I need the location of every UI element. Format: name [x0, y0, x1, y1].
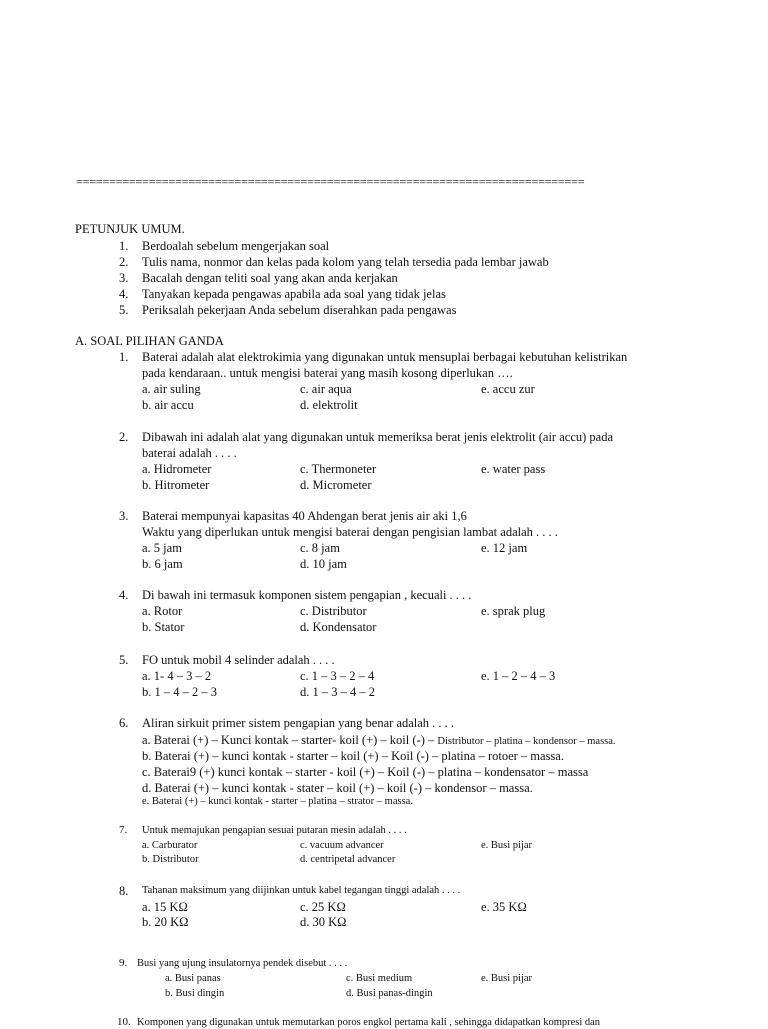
answer-option: d. 10 jam [300, 557, 347, 571]
answer-option: b. 6 jam [142, 557, 183, 571]
question-text: Komponen yang digunakan untuk memutarkan poros engkol pertama kali , sehingga didapatkan kompresi dan [137, 1017, 601, 1028]
instruction-number: 5. [119, 303, 129, 317]
answer-option: e. 12 jam [481, 541, 528, 555]
question-number: 3. [119, 509, 129, 523]
answer-option: c. Busi medium [346, 973, 413, 984]
instruction-number: 2. [119, 255, 129, 269]
separator-line: ============================================================================= [76, 175, 585, 189]
question-number: 5. [119, 653, 129, 667]
answer-option: e. 1 – 2 – 4 – 3 [481, 669, 556, 683]
answer-option: c. Baterai9 (+) kunci kontak – starter - koil (+) – Koil (-) – platina – kondensator – massa [142, 765, 589, 779]
answer-option: e. 35 KΩ [481, 900, 527, 914]
answer-option-small: Distributor – platina – kondensor – massa. [437, 736, 616, 747]
answer-option: e. Baterai (+) – kunci kontak - starter – platina – strator – massa. [142, 796, 413, 807]
instruction-item: Bacalah dengan teliti soal yang akan anda kerjakan [142, 271, 398, 285]
answer-option: a. Busi panas [165, 973, 221, 984]
answer-option: d. elektrolit [300, 398, 358, 412]
answer-option: b. Busi dingin [165, 988, 225, 999]
answer-option: c. Distributor [300, 604, 367, 618]
answer-option: d. centripetal advancer [300, 854, 396, 865]
answer-option: b. 1 – 4 – 2 – 3 [142, 685, 217, 699]
instructions-heading: PETUNJUK UMUM. [75, 222, 185, 236]
answer-option: d. Kondensator [300, 620, 377, 634]
answer-option: e. Busi pijar [481, 973, 533, 984]
question-number: 6. [119, 716, 129, 730]
question-number: 1. [119, 350, 129, 364]
question-text: Baterai mempunyai kapasitas 40 Ahdengan berat jenis air aki 1,6 [142, 509, 467, 523]
question-number: 4. [119, 588, 129, 602]
answer-option [142, 734, 616, 748]
answer-option-main: a. Baterai (+) – Kunci kontak – starter- koil (+) – koil (-) – [142, 733, 435, 747]
instruction-item: Berdoalah sebelum mengerjakan soal [142, 239, 330, 253]
answer-option: c. air aqua [300, 382, 352, 396]
question-text: FO untuk mobil 4 selinder adalah . . . . [142, 653, 335, 667]
answer-option: b. air accu [142, 398, 194, 412]
answer-option: c. 25 KΩ [300, 900, 346, 914]
answer-option: e. water pass [481, 462, 546, 476]
answer-option: b. Distributor [142, 854, 199, 865]
answer-option: b. 20 KΩ [142, 915, 189, 929]
question-number: 7. [119, 824, 128, 836]
answer-option: a. Rotor [142, 604, 183, 618]
instruction-item: Tanyakan kepada pengawas apabila ada soal yang tidak jelas [142, 287, 446, 301]
answer-option: a. 5 jam [142, 541, 182, 555]
answer-option: d. Busi panas-dingin [346, 988, 433, 999]
answer-option: d. Baterai (+) – kunci kontak - stater – koil (+) – koil (-) – kondensor – massa. [142, 781, 533, 795]
answer-option: a. Hidrometer [142, 462, 212, 476]
question-text: Untuk memajukan pengapian sesuai putaran mesin adalah . . . . [142, 825, 407, 836]
answer-option: d. Micrometer [300, 478, 372, 492]
question-text: Tahanan maksimum yang diijinkan untuk kabel tegangan tinggi adalah . . . . [142, 885, 461, 896]
question-text: Aliran sirkuit primer sistem pengapian yang benar adalah . . . . [142, 716, 455, 730]
answer-option: a. 1- 4 – 3 – 2 [142, 669, 212, 683]
answer-option: b. Hitrometer [142, 478, 210, 492]
answer-option: b. Baterai (+) – kunci kontak - starter – koil (+) – Koil (-) – platina – rotoer – massa. [142, 749, 564, 763]
answer-option: a. air suling [142, 382, 201, 396]
question-text: baterai adalah . . . . [142, 446, 237, 460]
instruction-number: 4. [119, 287, 129, 301]
answer-option: d. 1 – 3 – 4 – 2 [300, 685, 375, 699]
question-number: 10. [117, 1016, 131, 1028]
question-text: Di bawah ini termasuk komponen sistem pengapian , kecuali . . . . [142, 588, 472, 602]
answer-option: c. vacuum advancer [300, 840, 384, 851]
question-number: 8. [119, 884, 129, 898]
instruction-item: Tulis nama, nonmor dan kelas pada kolom yang telah tersedia pada lembar jawab [142, 255, 549, 269]
question-text: Dibawah ini adalah alat yang digunakan untuk memeriksa berat jenis elektrolit (air accu) pada [142, 430, 613, 444]
instruction-item: Periksalah pekerjaan Anda sebelum diserahkan pada pengawas [142, 303, 457, 317]
question-number: 9. [119, 957, 128, 969]
answer-option: a. Carburator [142, 840, 198, 851]
question-number: 2. [119, 430, 129, 444]
section-title: A. SOAL PILIHAN GANDA [75, 334, 224, 348]
answer-option: e. sprak plug [481, 604, 546, 618]
instruction-number: 3. [119, 271, 129, 285]
answer-option: c. 8 jam [300, 541, 340, 555]
answer-option: e. accu zur [481, 382, 535, 396]
question-text: Waktu yang diperlukan untuk mengisi baterai dengan pengisian lambat adalah . . . . [142, 525, 558, 539]
answer-option: c. Thermoneter [300, 462, 377, 476]
question-text: Baterai adalah alat elektrokimia yang digunakan untuk mensuplai berbagai kebutuhan kelistrikan [142, 350, 628, 364]
answer-option: d. 30 KΩ [300, 915, 347, 929]
instruction-number: 1. [119, 239, 129, 253]
answer-option: c. 1 – 3 – 2 – 4 [300, 669, 375, 683]
answer-option: b. Stator [142, 620, 185, 634]
answer-option: e. Busi pijar [481, 840, 533, 851]
question-text: pada kendaraan.. untuk mengisi baterai yang masih kosong diperlukan …. [142, 366, 513, 380]
question-text: Busi yang ujung insulatornya pendek disebut . . . . [137, 958, 348, 969]
answer-option: a. 15 KΩ [142, 900, 188, 914]
